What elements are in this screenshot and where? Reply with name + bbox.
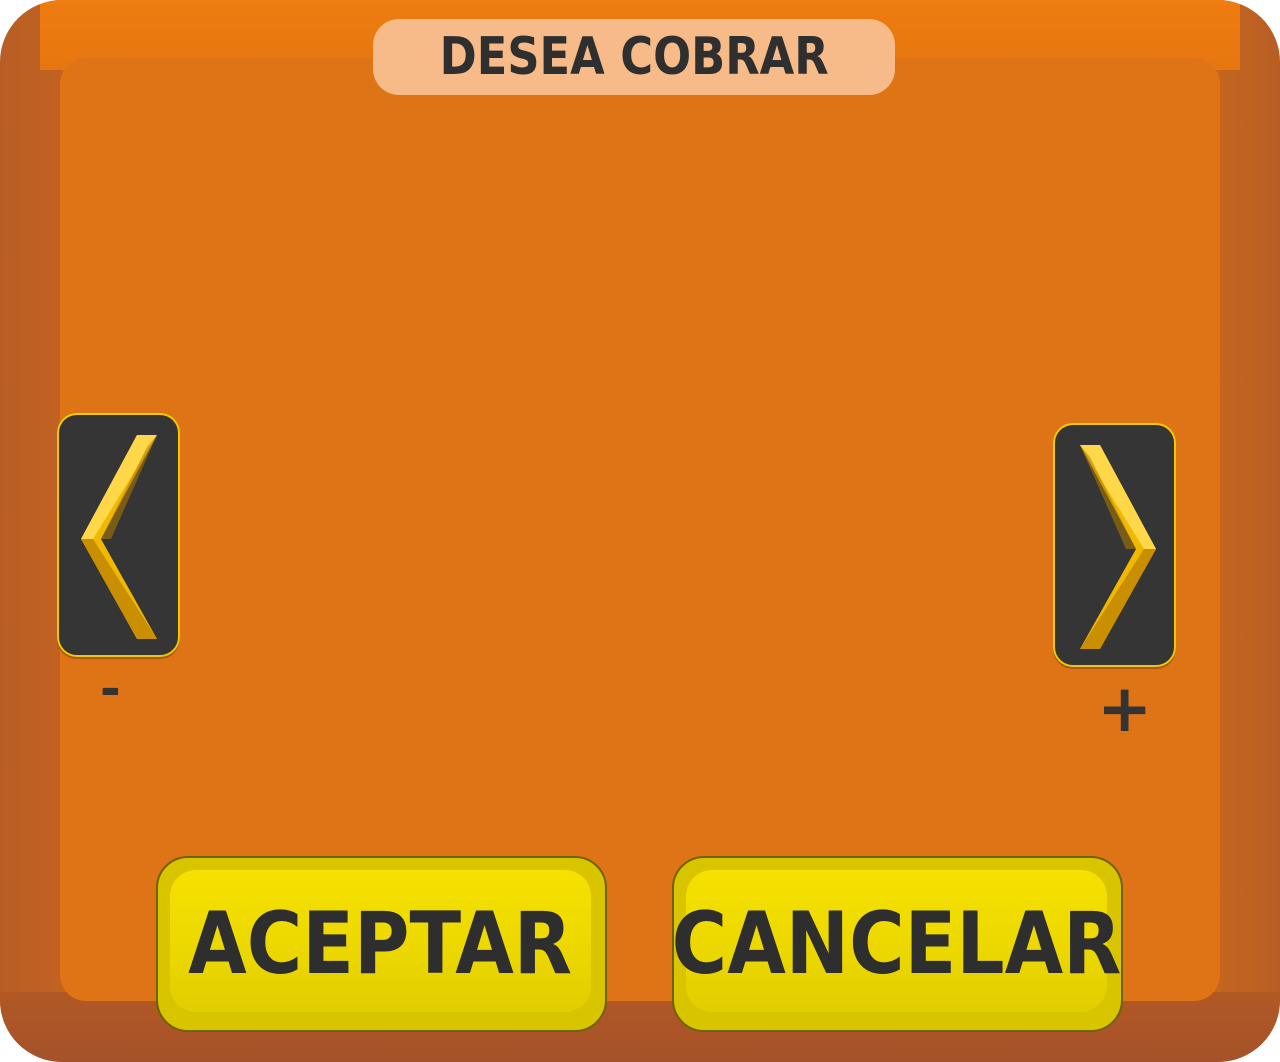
accept-button-face [170, 870, 591, 1012]
increase-label: + [1097, 670, 1153, 747]
accept-button-label: ACEPTAR [188, 894, 573, 994]
chevron-right-icon [1055, 425, 1178, 669]
dialog-title-pill [373, 19, 895, 95]
decrease-label: - [100, 660, 121, 718]
cancel-button-face [671, 870, 1122, 1012]
chevron-left-icon [59, 415, 182, 659]
increase-button[interactable] [1053, 423, 1176, 667]
cancel-button[interactable] [672, 856, 1123, 1032]
accept-button[interactable] [156, 856, 607, 1032]
decrease-button[interactable] [57, 413, 180, 657]
cancel-button-label: CANCELAR [671, 894, 1122, 994]
dialog-title: DESEA COBRAR [439, 27, 829, 87]
